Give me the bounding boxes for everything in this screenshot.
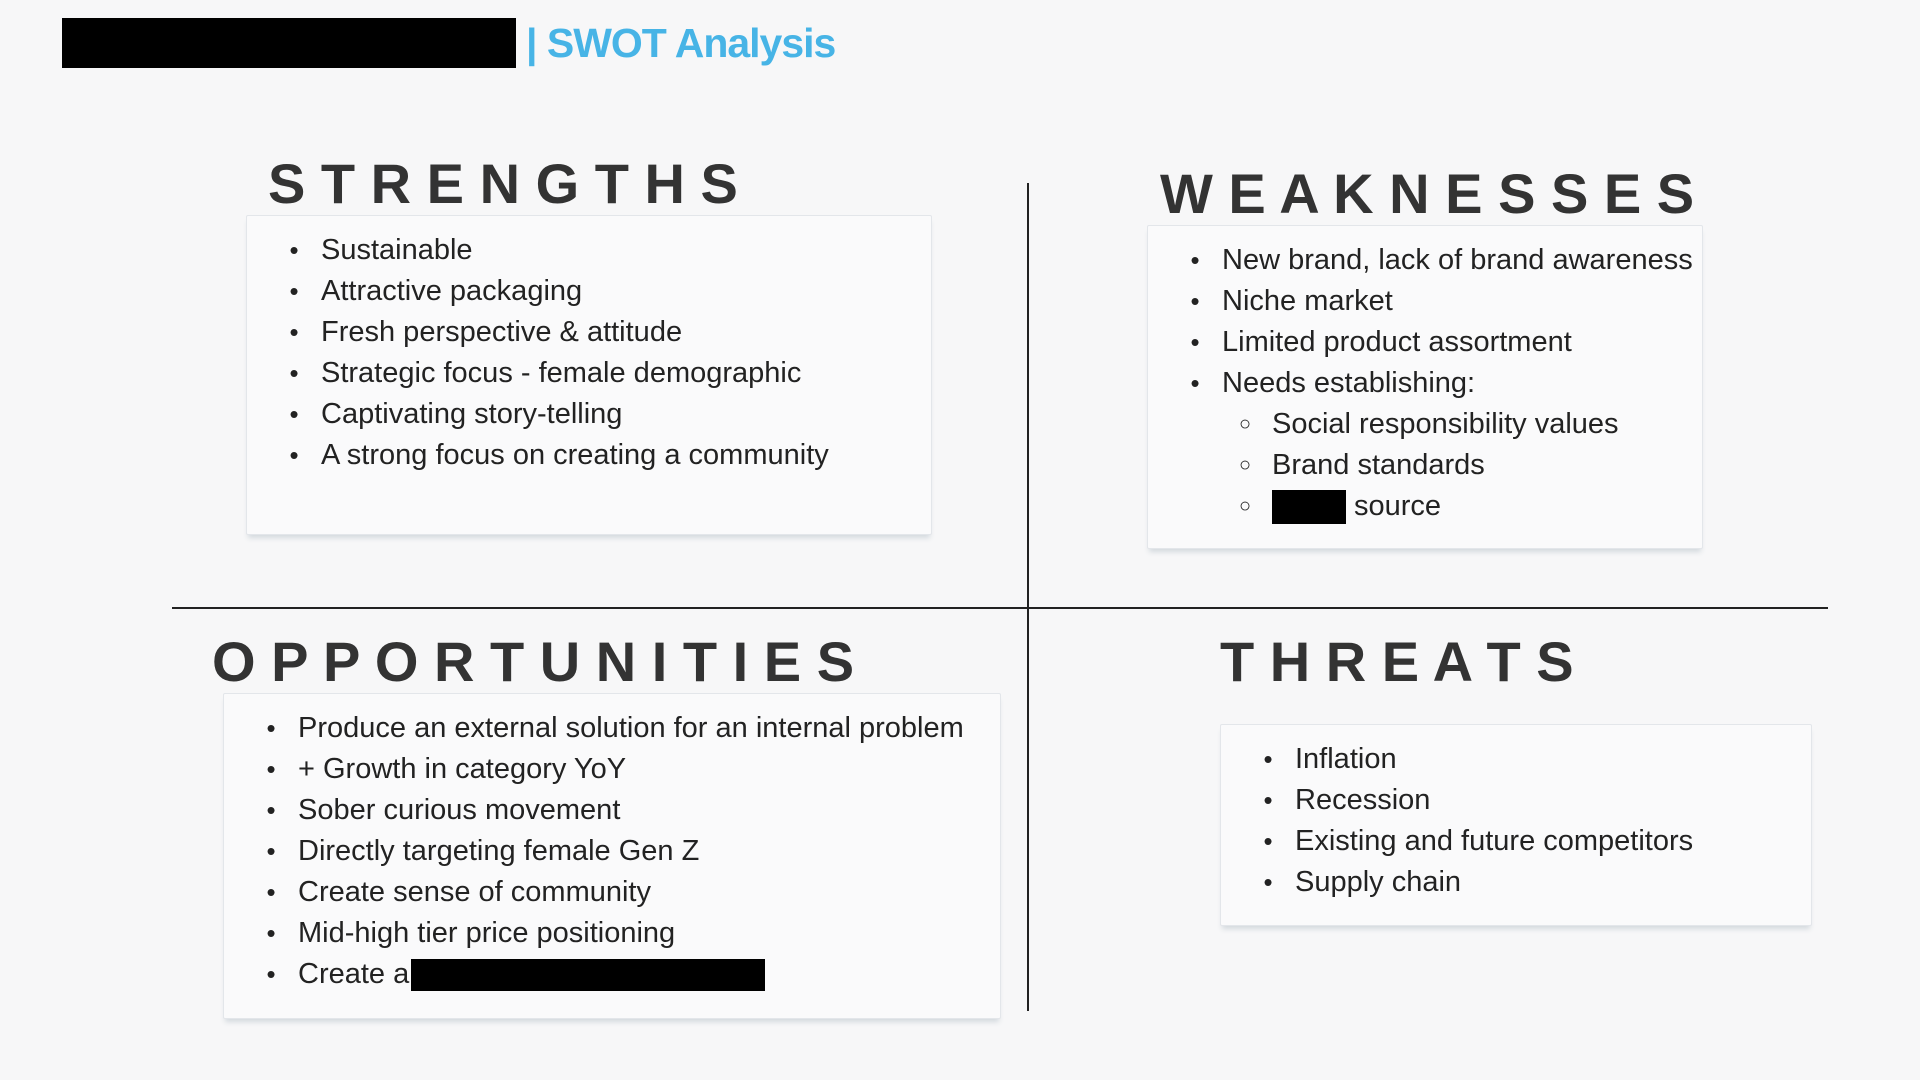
weaknesses-heading: W E A K N E S S E S — [1160, 162, 1695, 225]
weaknesses-box — [1147, 225, 1703, 549]
bullet-icon: • — [289, 276, 299, 306]
bullet-icon: • — [1263, 826, 1273, 856]
bullet-icon: • — [289, 317, 299, 347]
horizontal-divider — [172, 607, 1828, 609]
bullet-icon: • — [289, 399, 299, 429]
bullet-icon: • — [1263, 785, 1273, 815]
list-item: • Fresh perspective & attitude — [283, 312, 931, 353]
opportunities-box — [223, 693, 1001, 1019]
bullet-icon: • — [266, 836, 276, 866]
bullet-icon: • — [1190, 327, 1200, 357]
bullet-icon: • — [1190, 286, 1200, 316]
opportunities-heading: O P P O R T U N I T I E S — [212, 630, 855, 693]
sub-list-item: ○ Social responsibility values — [1184, 404, 1702, 445]
list-item: • Strategic focus - female demographic — [283, 353, 931, 394]
list-item: • New brand, lack of brand awareness — [1184, 240, 1702, 281]
list-item: • Attractive packaging — [283, 271, 931, 312]
strengths-box — [246, 215, 932, 535]
list-item: • Niche market — [1184, 281, 1702, 322]
threats-list — [1221, 725, 1811, 903]
bullet-icon: • — [266, 959, 276, 989]
redacted-text — [411, 959, 765, 991]
list-item: • Sober curious movement — [260, 790, 1000, 831]
list-item: • Supply chain — [1257, 862, 1811, 903]
threats-box — [1220, 724, 1812, 926]
circle-bullet-icon: ○ — [1238, 413, 1252, 435]
bullet-icon: • — [289, 440, 299, 470]
list-item: • A strong focus on creating a community — [283, 435, 931, 476]
bullet-icon: • — [1190, 368, 1200, 398]
strengths-list — [247, 216, 931, 476]
bullet-icon: • — [266, 754, 276, 784]
strengths-heading: S T R E N G T H S — [268, 152, 738, 215]
list-item: • Captivating story-telling — [283, 394, 931, 435]
list-item: • Mid-high tier price positioning — [260, 913, 1000, 954]
list-item: • Recession — [1257, 780, 1811, 821]
sub-list-item: ○ source — [1184, 486, 1702, 527]
list-item: • Needs establishing: — [1184, 363, 1702, 404]
opportunities-list — [224, 694, 1000, 995]
list-item: • Limited product assortment — [1184, 322, 1702, 363]
vertical-divider — [1027, 183, 1029, 1011]
list-item: • + Growth in category YoY — [260, 749, 1000, 790]
slide-title: | SWOT Analysis — [526, 19, 836, 66]
threats-heading: T H R E A T S — [1220, 630, 1574, 693]
bullet-icon: • — [1263, 867, 1273, 897]
list-item: • Sustainable — [283, 230, 931, 271]
weaknesses-list — [1148, 226, 1702, 527]
bullet-icon: • — [1263, 744, 1273, 774]
sub-list-item: ○ Brand standards — [1184, 445, 1702, 486]
bullet-icon: • — [266, 713, 276, 743]
bullet-icon: • — [289, 358, 299, 388]
list-item: • Produce an external solution for an internal problem — [260, 708, 1000, 749]
redacted-brand-name — [62, 18, 516, 68]
circle-bullet-icon: ○ — [1238, 454, 1252, 476]
bullet-icon: • — [266, 877, 276, 907]
list-item: • Directly targeting female Gen Z — [260, 831, 1000, 872]
bullet-icon: • — [266, 795, 276, 825]
list-item: • Create sense of community — [260, 872, 1000, 913]
list-item: • Create a — [260, 954, 1000, 995]
bullet-icon: • — [1190, 245, 1200, 275]
list-item: • Existing and future competitors — [1257, 821, 1811, 862]
bullet-icon: • — [266, 918, 276, 948]
slide-header — [62, 18, 835, 68]
bullet-icon: • — [289, 235, 299, 265]
list-item: • Inflation — [1257, 739, 1811, 780]
circle-bullet-icon: ○ — [1238, 495, 1252, 517]
redacted-text — [1272, 490, 1346, 524]
